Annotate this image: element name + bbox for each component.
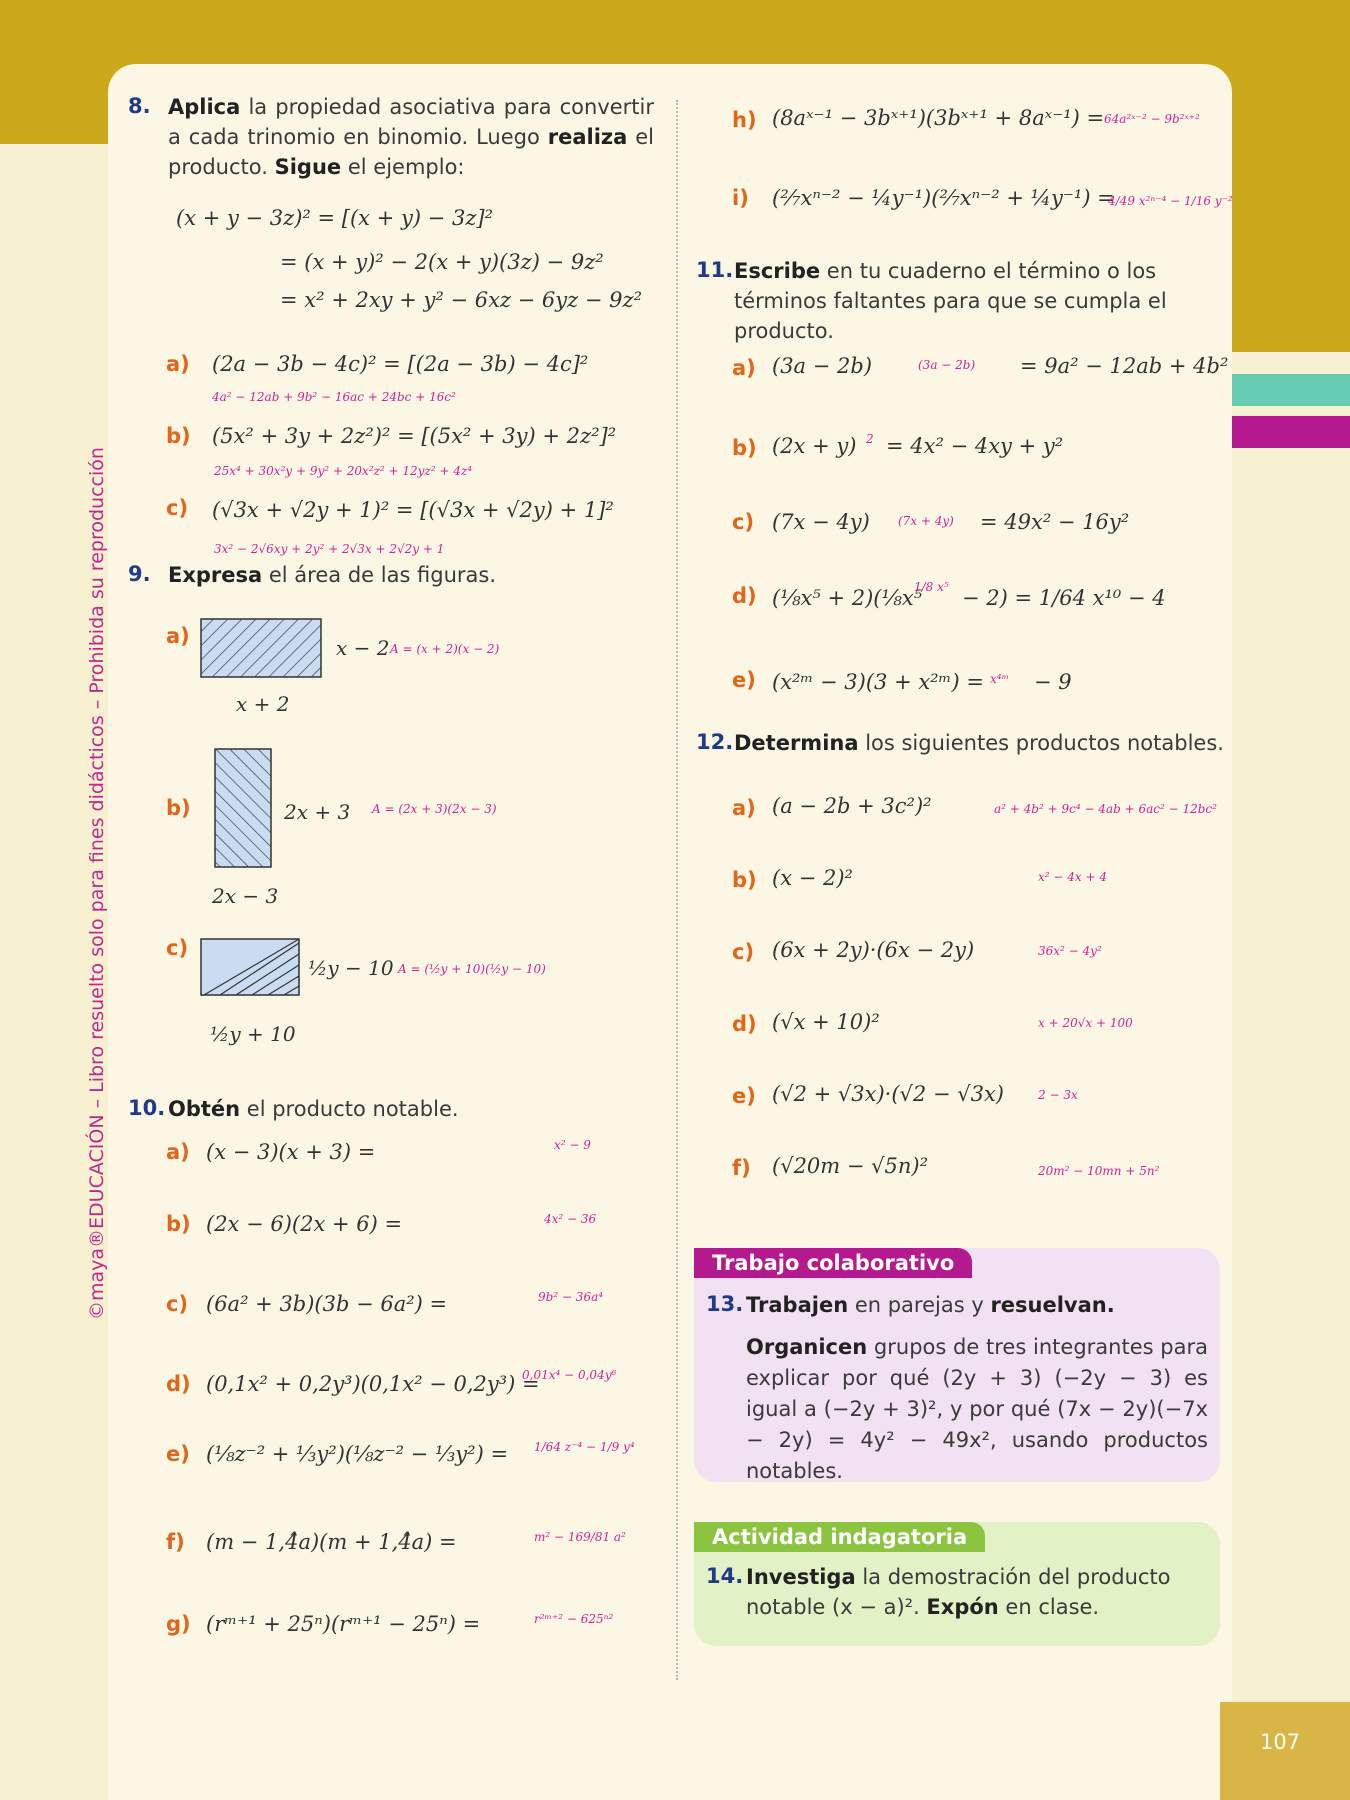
- sidebar-text: ©maya®EDUCACIÓN – Libro resuelto solo para fines didácticos – Prohibida su reproducción: [86, 447, 108, 1320]
- ex12c-answer: 36x² − 4y²: [1038, 944, 1102, 958]
- ex9b-side2: 2x − 3: [212, 884, 279, 908]
- ex10i-label: i): [732, 186, 749, 210]
- ex11a-answer: (3a − 2b): [918, 358, 976, 372]
- page-number: 107: [1260, 1730, 1301, 1754]
- ex11c-expr: (7x − 4y): [772, 510, 870, 534]
- ex12b-answer: x² − 4x + 4: [1038, 870, 1107, 884]
- page-number-box: [1220, 1702, 1350, 1800]
- ex11-instructions: Escribe en tu cuaderno el término o los términos faltantes para que se cumpla el producto.: [734, 259, 1167, 343]
- ex11d-label: d): [732, 584, 757, 608]
- ex9-verb: Expresa: [168, 563, 263, 587]
- ex9a-label: a): [166, 624, 190, 648]
- ex10h-answer: 64a²ˣ⁻² − 9b²ˣ⁺²: [1104, 112, 1200, 126]
- ex9b-answer: A = (2x + 3)(2x − 3): [372, 802, 497, 816]
- ex8a-answer: 4a² − 12ab + 9b² − 16ac + 24bc + 16c²: [212, 390, 456, 404]
- ex12d-label: d): [732, 1012, 757, 1036]
- ex9b-side1: 2x + 3: [284, 800, 351, 824]
- ex12c-label: c): [732, 940, 755, 964]
- ex12f-answer: 20m² − 10mn + 5n²: [1038, 1164, 1160, 1178]
- ex12e-label: e): [732, 1084, 756, 1108]
- ex8-example-line3: = x² + 2xy + y² − 6xz − 6yz − 9z²: [280, 288, 643, 312]
- ex10b-expr: (2x − 6)(2x + 6) =: [206, 1212, 403, 1236]
- ex13-number: 13.: [706, 1292, 744, 1316]
- ex10-number: 10.: [128, 1096, 166, 1120]
- ex13-title: Trabajen en parejas y resuelvan.: [746, 1293, 1115, 1317]
- ex12b-label: b): [732, 868, 757, 892]
- column-divider: [676, 100, 678, 1680]
- ex9b-figure: [214, 748, 274, 870]
- ex8-instructions: Aplica la propiedad asociativa para convertir a cada trinomio en binomio. Luego realiza el producto. Sigue el ejemplo:: [168, 95, 654, 179]
- ex11c-answer: (7x + 4y): [898, 514, 954, 528]
- ex14-body: Investiga la demostración del producto notable (x − a)². Expón en clase.: [746, 1565, 1171, 1619]
- ex8-verb2: realiza: [547, 125, 628, 149]
- ex10d-label: d): [166, 1372, 191, 1396]
- ex10d-answer: 0,01x⁴ − 0,04y⁶: [522, 1368, 617, 1382]
- ex10h-label: h): [732, 108, 757, 132]
- ex10d-expr: (0,1x² + 0,2y³)(0,1x² − 0,2y³) =: [206, 1372, 540, 1396]
- ex12b-expr: (x − 2)²: [772, 866, 853, 890]
- ex10b-answer: 4x² − 36: [544, 1212, 597, 1226]
- ex9c-figure: [200, 938, 302, 998]
- ex10b-label: b): [166, 1212, 191, 1236]
- ex9-number: 9.: [128, 562, 151, 586]
- section-tab-magenta: [1232, 416, 1350, 448]
- ex11a-rhs: = 9a² − 12ab + 4b²: [1020, 354, 1229, 378]
- ex10-instructions: Obtén el producto notable.: [168, 1097, 459, 1121]
- ex9c-side2: ½y + 10: [210, 1022, 296, 1046]
- ex12f-expr: (√20m − √5n)²: [772, 1154, 929, 1178]
- ex11c-rhs: = 49x² − 16y²: [980, 510, 1130, 534]
- ex9a-answer: A = (x + 2)(x − 2): [390, 642, 500, 656]
- ex10c-answer: 9b² − 36a⁴: [538, 1290, 604, 1304]
- ex8c-answer: 3x² − 2√6xy + 2y² + 2√3x + 2√2y + 1: [214, 542, 445, 556]
- ex12f-label: f): [732, 1156, 751, 1180]
- ex11-verb: Escribe: [734, 259, 821, 283]
- ex10f-label: f): [166, 1530, 185, 1554]
- ex9c-side1: ½y − 10: [308, 956, 394, 980]
- ex11e-answer: x⁴ᵐ: [990, 672, 1009, 686]
- ex9-instructions: Expresa el área de las figuras.: [168, 563, 497, 587]
- ex8a-label: a): [166, 352, 190, 376]
- ex10e-answer: 1/64 z⁻⁴ − 1/9 y⁴: [534, 1440, 635, 1454]
- ex10g-label: g): [166, 1612, 191, 1636]
- ex8b-expr: (5x² + 3y + 2z²)² = [(5x² + 3y) + 2z²]²: [212, 424, 617, 448]
- ex10e-label: e): [166, 1442, 190, 1466]
- ex11a-label: a): [732, 356, 756, 380]
- ex10f-answer: m² − 169/81 a²: [534, 1530, 626, 1544]
- ex12e-expr: (√2 + √3x)·(√2 − √3x): [772, 1082, 1004, 1106]
- ex8-verb1: Aplica: [168, 95, 241, 119]
- ex9a-figure: [200, 618, 324, 680]
- ex8a-expr: (2a − 3b − 4c)² = [(2a − 3b) − 4c]²: [212, 352, 589, 376]
- ex10g-answer: r²ᵐ⁺² − 625ⁿ²: [534, 1612, 614, 1626]
- ex10a-answer: x² − 9: [554, 1138, 591, 1152]
- ex10h-expr: (8aˣ⁻¹ − 3bˣ⁺¹)(3bˣ⁺¹ + 8aˣ⁻¹) =: [772, 106, 1105, 130]
- ex10e-expr: (⅛z⁻² + ⅓y²)(⅛z⁻² − ⅓y²) =: [206, 1442, 509, 1466]
- ex12d-answer: x + 20√x + 100: [1038, 1016, 1133, 1030]
- ex11b-answer: 2: [866, 432, 874, 446]
- ex10f-expr: (m − 1,4̂a)(m + 1,4̂a) =: [206, 1530, 457, 1554]
- inquiry-header: Actividad indagatoria: [694, 1522, 985, 1552]
- ex12-instructions: Determina los siguientes productos notables.: [734, 731, 1224, 755]
- ex9c-label: c): [166, 936, 189, 960]
- ex11b-rhs: = 4x² − 4xy + y²: [886, 434, 1064, 458]
- ex12c-expr: (6x + 2y)·(6x − 2y): [772, 938, 975, 962]
- ex8b-answer: 25x⁴ + 30x²y + 9y² + 20x²z² + 12yz² + 4z⁴: [214, 464, 473, 478]
- ex10c-label: c): [166, 1292, 189, 1316]
- ex10g-expr: (rᵐ⁺¹ + 25ⁿ)(rᵐ⁺¹ − 25ⁿ) =: [206, 1612, 481, 1636]
- ex12-number: 12.: [696, 730, 734, 754]
- ex12e-answer: 2 − 3x: [1038, 1088, 1078, 1102]
- ex11d-answer: 1/8 x⁵: [914, 580, 949, 594]
- ex12a-answer: a² + 4b² + 9c⁴ − 4ab + 6ac² − 12bc²: [994, 802, 1217, 816]
- ex12a-label: a): [732, 796, 756, 820]
- ex14-number: 14.: [706, 1564, 744, 1588]
- ex11b-expr: (2x + y): [772, 434, 857, 458]
- ex8c-label: c): [166, 496, 189, 520]
- ex8-number: 8.: [128, 94, 151, 118]
- ex13-body: Organicen grupos de tres integrantes para explicar por qué (2y + 3) (−2y − 3) es igual a (−2y + 3)², y por qué (7x − 2y)(−7x − 2y) = 4y² − 49x², usando productos notables.: [746, 1335, 1208, 1483]
- ex12-verb: Determina: [734, 731, 859, 755]
- ex8-example-line1: (x + y − 3z)² = [(x + y) − 3z]²: [176, 206, 493, 230]
- ex8c-expr: (√3x + √2y + 1)² = [(√3x + √2y) + 1]²: [212, 498, 614, 522]
- ex8b-label: b): [166, 424, 191, 448]
- ex9c-answer: A = (½y + 10)(½y − 10): [398, 962, 546, 976]
- ex10c-expr: (6a² + 3b)(3b − 6a²) =: [206, 1292, 448, 1316]
- ex11e-expr: (x²ᵐ − 3)(3 + x²ᵐ) =: [772, 670, 984, 694]
- ex10i-answer: 4/49 x²ⁿ⁻⁴ − 1/16 y⁻²: [1108, 194, 1233, 208]
- ex11a-expr: (3a − 2b): [772, 354, 873, 378]
- ex9a-side2: x + 2: [236, 692, 290, 716]
- ex11e-rhs: − 9: [1034, 670, 1072, 694]
- ex8-verb3: Sigue: [274, 155, 342, 179]
- collab-header: Trabajo colaborativo: [694, 1248, 972, 1278]
- ex11b-label: b): [732, 436, 757, 460]
- ex11c-label: c): [732, 510, 755, 534]
- section-tab-teal: [1232, 374, 1350, 406]
- ex11-number: 11.: [696, 258, 734, 282]
- ex9a-side1: x − 2: [336, 636, 390, 660]
- ex12d-expr: (√x + 10)²: [772, 1010, 880, 1034]
- ex11e-label: e): [732, 668, 756, 692]
- ex10-verb: Obtén: [168, 1097, 241, 1121]
- ex10a-expr: (x − 3)(x + 3) =: [206, 1140, 376, 1164]
- right-band: [1232, 0, 1350, 352]
- sidebar: [86, 447, 110, 1320]
- ex9b-label: b): [166, 796, 191, 820]
- ex8-example-line2: = (x + y)² − 2(x + y)(3z) − 9z²: [280, 250, 604, 274]
- ex10a-label: a): [166, 1140, 190, 1164]
- ex11d-rhs: − 2) = 1/64 x¹⁰ − 4: [962, 586, 1166, 610]
- ex10i-expr: (²⁄₇xⁿ⁻² − ¼y⁻¹)(²⁄₇xⁿ⁻² + ¼y⁻¹) =: [772, 186, 1115, 210]
- ex11d-expr: (⅛x⁵ + 2)(⅛x⁵: [772, 586, 923, 610]
- ex12a-expr: (a − 2b + 3c²)²: [772, 794, 932, 818]
